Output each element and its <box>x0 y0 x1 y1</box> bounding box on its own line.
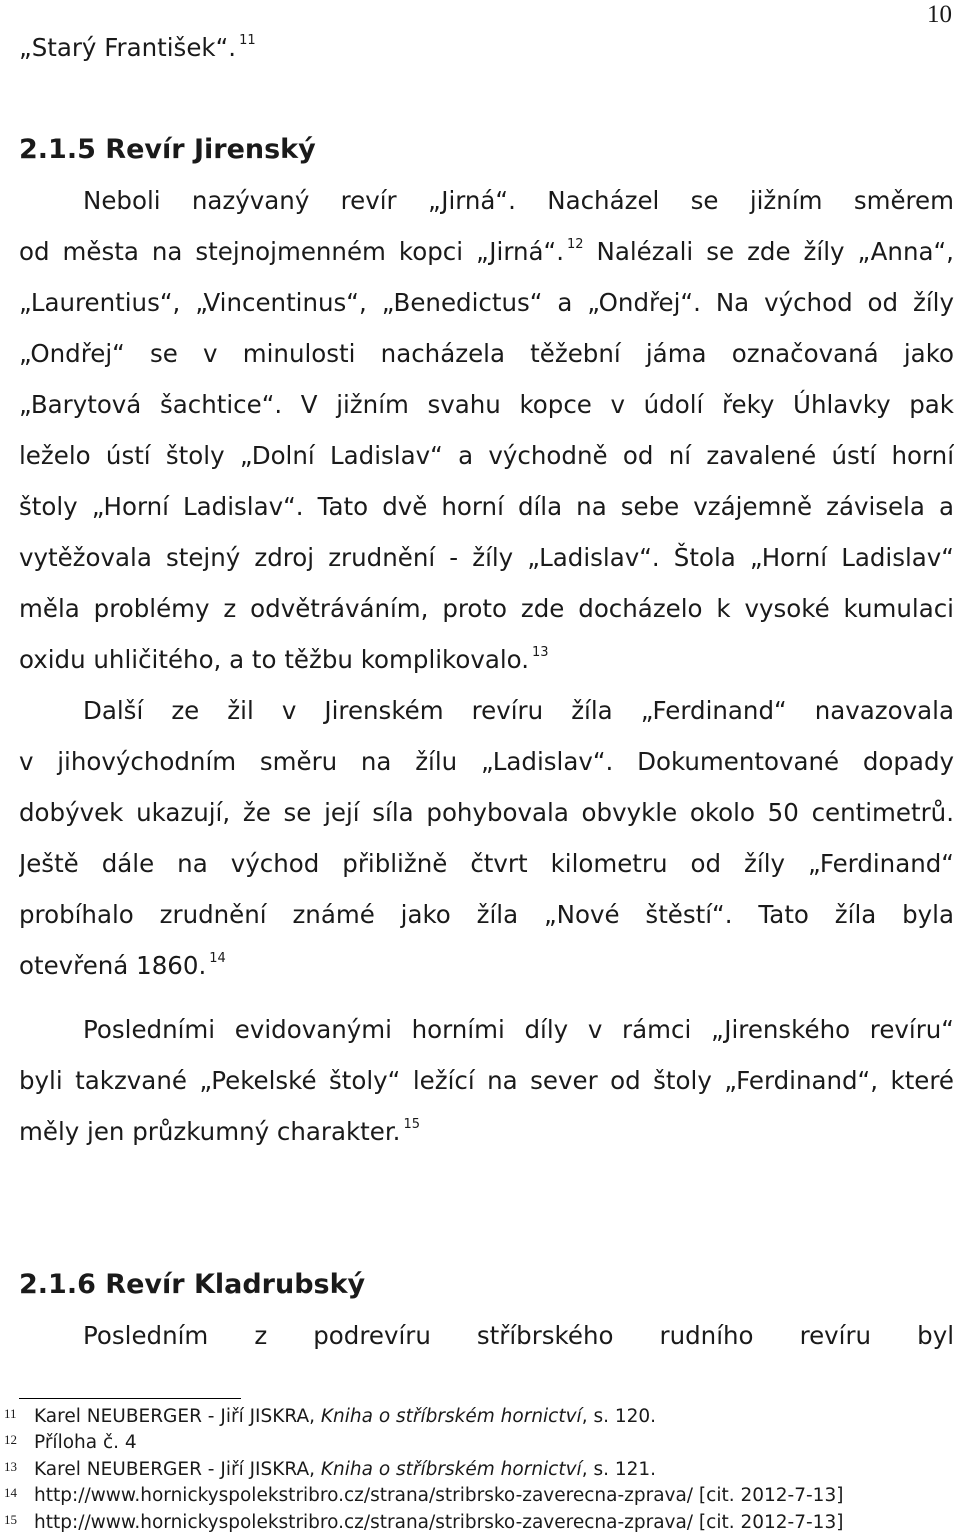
paragraph-line: měly jen průzkumný charakter. $^{15}$ <box>19 1117 421 1146</box>
footnote-number: 12 <box>4 1432 17 1448</box>
footnote-13: 13 Karel NEUBERGER - Jiří JISKRA, Kniha o stříbrském hornictví, s. 121. <box>0 1457 960 1483</box>
footnote-14 <box>0 1483 960 1509</box>
paragraph-line: „Barytová šachtice“. V jižním svahu kopce v údolí řeky Úhlavky pak <box>19 390 954 419</box>
paragraph-line: Neboli nazývaný revír „Jirná“. Nacházel se jižním směrem <box>83 186 954 215</box>
footnote-12: 12 Příloha č. 4 <box>0 1430 960 1456</box>
footnote-url[interactable]: http://www.hornickyspolekstribro.cz/strana/stribrsko-zaverecna-zprava/ [cit. 2012-7-13] <box>34 1511 844 1533</box>
intro-line <box>19 22 954 73</box>
paragraph-line: měla problémy z odvětráváním, proto zde docházelo k vysoké kumulaci <box>19 594 954 623</box>
footnote-number: 13 <box>4 1458 17 1474</box>
paragraph-line: Ještě dále na východ přibližně čtvrt kilometru od žíly „Ferdinand“ <box>19 849 954 878</box>
paragraph-line: v jihovýchodním směru na žílu „Ladislav“. Dokumentované dopady <box>19 747 954 776</box>
section-heading-215: 2.1.5 Revír Jirenský <box>19 134 316 165</box>
page-number: 10 <box>927 1 952 28</box>
footnote-11: 11 Karel NEUBERGER - Jiří JISKRA, Kniha o stříbrském hornictví, s. 120. <box>0 1404 960 1430</box>
paragraph-line: leželo ústí štoly „Dolní Ladislav“ a východně od ní zavalené ústí horní <box>19 441 954 470</box>
paragraph-line: Další ze žil v Jirenském revíru žíla „Ferdinand“ navazovala <box>83 696 954 725</box>
footnote-number: 14 <box>4 1485 17 1501</box>
paragraph-line: probíhalo zrudnění známé jako žíla „Nové štěstí“. Tato žíla byla <box>19 900 954 929</box>
paragraph-1 <box>19 175 954 685</box>
footnote-15 <box>0 1510 960 1536</box>
footnote-number: 15 <box>4 1511 17 1527</box>
footnote-ref-13: 13 <box>532 645 549 660</box>
paragraph-2 <box>19 685 954 991</box>
paragraph-line: „Laurentius“, „Vincentinus“, „Benedictus“ a „Ondřej“. Na východ od žíly <box>19 288 954 317</box>
footnotes <box>0 1404 960 1536</box>
book-title: Kniha o stříbrském hornictví <box>320 1458 582 1480</box>
page-body <box>19 22 954 1361</box>
paragraph-line: od města na stejnojmenném kopci „Jirná“. $^{12}$ Nalézali se zde žíly „Anna“, <box>19 237 954 266</box>
footnote-number: 11 <box>4 1406 17 1421</box>
footnote-url[interactable]: http://www.hornickyspolekstribro.cz/strana/stribrsko-zaverecna-zprava/ [cit. 2012-7-13] <box>34 1485 844 1507</box>
footnote-ref-14: 14 <box>209 951 226 966</box>
intro-text: „Starý František“. <box>19 33 237 62</box>
paragraph-line: otevřená 1860. $^{14}$ <box>19 951 226 980</box>
footnote-ref-11: 11 <box>239 33 256 48</box>
paragraph-line: vytěžovala stejný zdroj zrudnění - žíly „Ladislav“. Štola „Horní Ladislav“ <box>19 543 954 572</box>
paragraph-line: Posledními evidovanými horními díly v rámci „Jirenského revíru“ <box>83 1015 954 1044</box>
paragraph-line: Posledním z podrevíru stříbrského rudního revíru byl <box>83 1321 954 1350</box>
paragraph-3 <box>19 1004 954 1157</box>
paragraph-line: byli takzvané „Pekelské štoly“ ležící na sever od štoly „Ferdinand“, které <box>19 1066 954 1095</box>
footnote-ref-12: 12 <box>566 237 584 252</box>
paragraph-line: dobývek ukazují, že se její síla pohybovala obvykle okolo 50 centimetrů. <box>19 798 954 827</box>
paragraph-line: štoly „Horní Ladislav“. Tato dvě horní díla na sebe vzájemně závisela a <box>19 492 954 521</box>
paragraph-line: „Ondřej“ se v minulosti nacházela těžební jáma označovaná jako <box>19 339 954 368</box>
paragraph-line: oxidu uhličitého, a to těžbu komplikovalo. $^{13}$ <box>19 645 549 674</box>
book-title: Kniha o stříbrském hornictví <box>320 1406 582 1427</box>
footnote-ref-15: 15 <box>403 1117 421 1132</box>
footnote-separator <box>19 1398 241 1399</box>
section-heading-216: 2.1.6 Revír Kladrubský <box>19 1269 366 1300</box>
